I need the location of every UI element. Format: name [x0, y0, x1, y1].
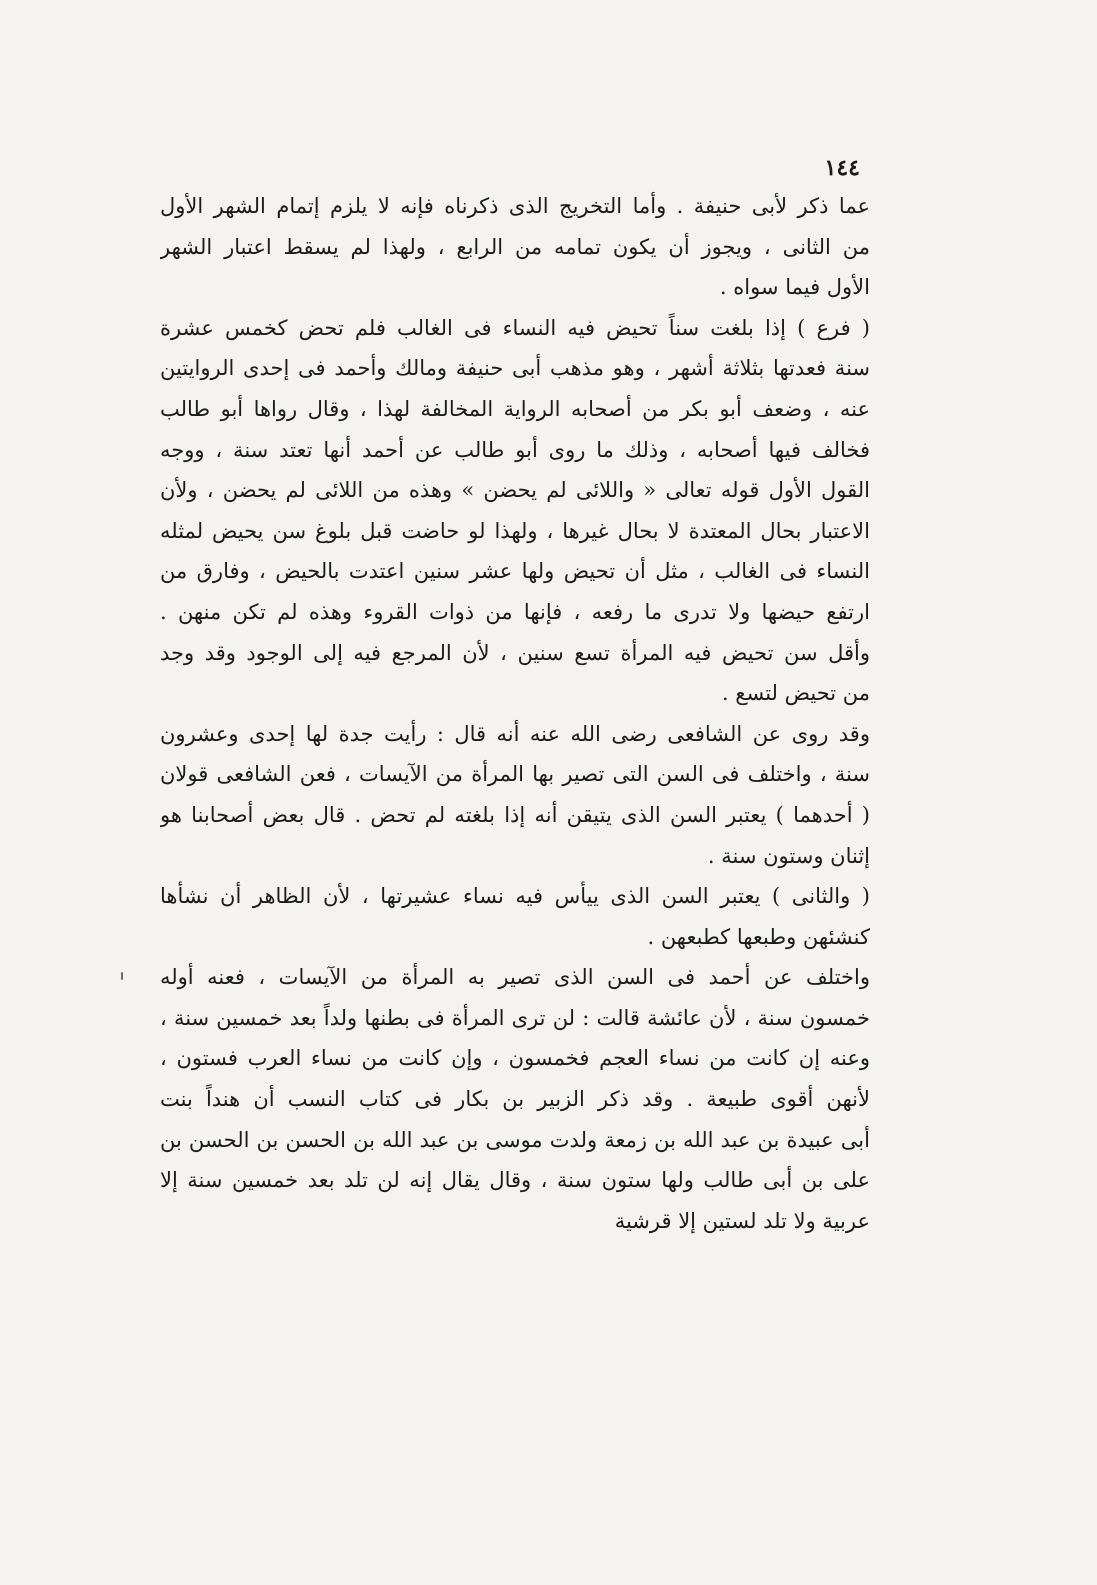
text-line: عما ذكر لأبى حنيفة . وأما التخريج الذى ذكرناه فإنه لا يلزم إتمام الشهر الأول [160, 194, 870, 218]
text-line: عربية ولا تلد لستين إلا قرشية [614, 1208, 870, 1233]
scan-speck [121, 972, 123, 980]
text-line: لأنهن أقوى طبيعة . وقد ذكر الزبير بن بكار فى كتاب النسب أن هنداً بنت [160, 1087, 870, 1112]
text-line: عنه ، وضعف أبو بكر من أصحابه الرواية المخالفة لهذا ، وقال رواها أبو طالب [160, 396, 870, 421]
text-line: ( والثانى ) يعتبر السن الذى ييأس فيه نساء عشيرتها ، لأن الظاهر أن نشأها [160, 884, 870, 909]
text-line: سنة فعدتها بثلاثة أشهر ، وهو مذهب أبى حنيفة ومالك وأحمد فى إحدى الروايتين [160, 356, 870, 381]
text-line: أبى عبيدة بن عبد الله بن زمعة ولدت موسى بن عبد الله بن الحسن بن الحسن بن [160, 1127, 870, 1152]
text-line: الأول فيما سواه . [719, 275, 870, 300]
text-line: وعنه إن كانت من نساء العجم فخمسون ، وإن كانت من نساء العرب فستون ، [160, 1046, 870, 1071]
text-line: من تحيض لتسع . [721, 681, 870, 706]
page-number: ١٤٤ [824, 155, 860, 181]
text-line: سنة ، واختلف فى السن التى تصير بها المرأة من الآيسات ، فعن الشافعى قولان [160, 762, 870, 787]
text-line: ( أحدهما ) يعتبر السن الذى يتيقن أنه إذا بلغته لم تحض . قال بعض أصحابنا هو [160, 802, 870, 827]
text-line: ارتفع حيضها ولا تدرى ما رفعه ، فإنها من ذوات القروء وهذه لم تكن منهن . [160, 599, 870, 624]
text-line: ( فرع ) إذا بلغت سناً تحيض فيه النساء فى الغالب فلم تحض كخمس عشرة [160, 315, 870, 340]
text-line: النساء فى الغالب ، مثل أن تحيض ولها عشر سنين اعتدت بالحيض ، وفارق من [160, 559, 870, 584]
text-line: وقد روى عن الشافعى رضى الله عنه أنه قال : رأيت جدة لها إحدى وعشرون [160, 721, 870, 746]
text-line: من الثانى ، ويجوز أن يكون تمامه من الرابع ، ولهذا لم يسقط اعتبار الشهر [160, 234, 870, 259]
text-line: وأقل سن تحيض فيه المرأة تسع سنين ، لأن المرجع فيه إلى الوجود وقد وجد [160, 640, 870, 665]
text-line: الاعتبار بحال المعتدة لا بحال غيرها ، ولهذا لو حاضت قبل بلوغ سن يحيض لمثله [160, 518, 870, 543]
text-line: على بن أبى طالب ولها ستون سنة ، وقال يقال إنه لن تلد بعد خمسين سنة إلا [160, 1168, 870, 1193]
text-line: إثنان وستون سنة . [707, 843, 870, 868]
text-line: واختلف عن أحمد فى السن الذى تصير به المرأة من الآيسات ، فعنه أوله [160, 965, 870, 990]
text-line: كنشئهن وطبعها كطبعهن . [647, 924, 870, 949]
text-line: خمسون سنة ، لأن عائشة قالت : لن ترى المرأة فى بطنها ولداً بعد خمسين سنة ، [160, 1005, 870, 1030]
text-line: فخالف فيها أصحابه ، وذلك ما روى أبو طالب عن أحمد أنها تعتد سنة ، ووجه [160, 437, 870, 462]
text-line: القول الأول قوله تعالى « واللائى لم يحضن » وهذه من اللائى لم يحضن ، ولأن [160, 478, 870, 503]
body-text [160, 186, 870, 1241]
